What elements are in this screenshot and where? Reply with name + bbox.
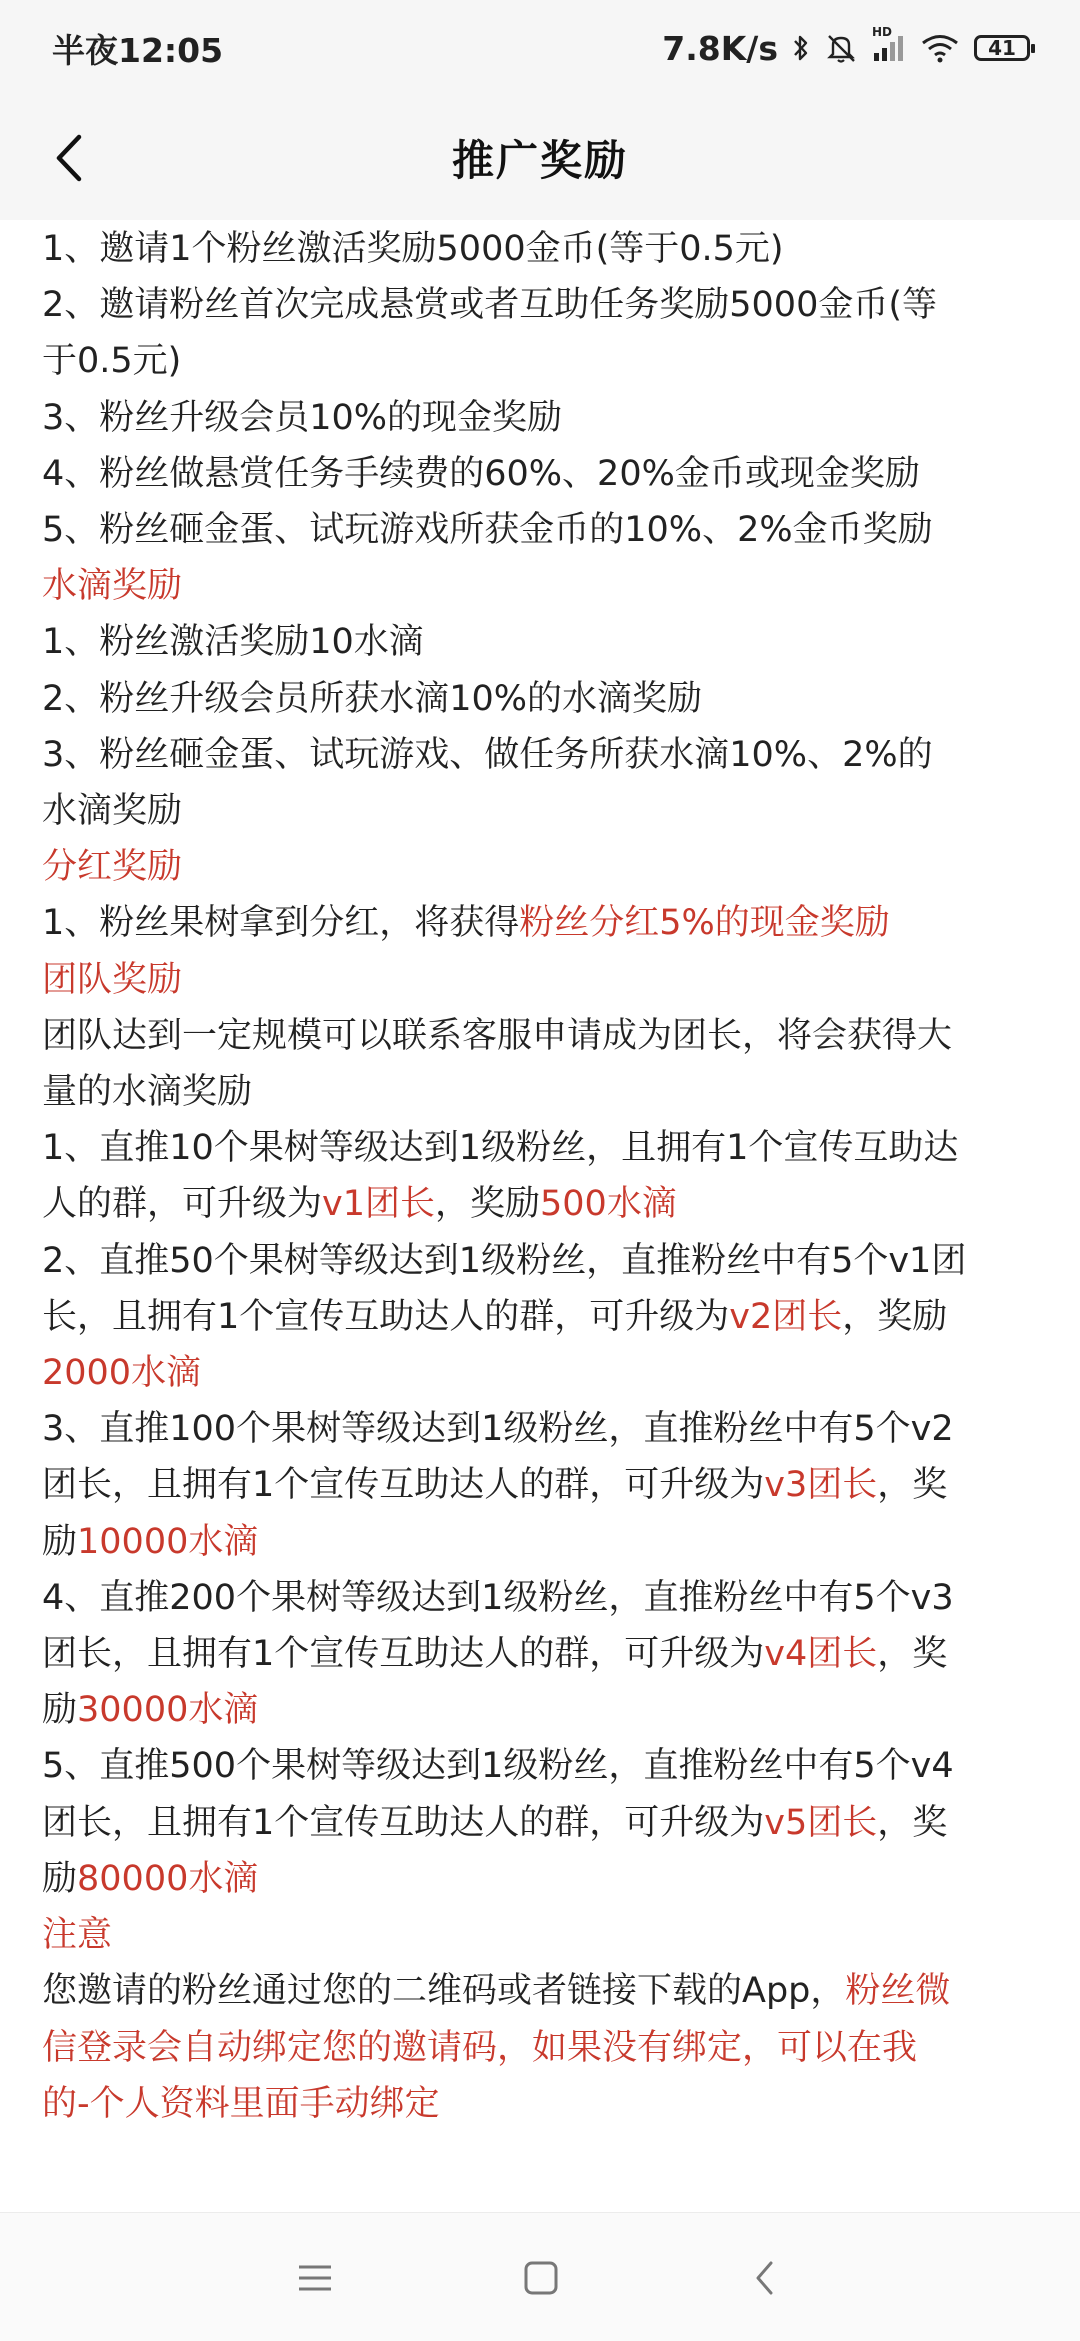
content-line (42, 1626, 1042, 1682)
title-bar (0, 96, 1080, 220)
home-button[interactable] (516, 2253, 566, 2303)
body-text: 长，且拥有1个宣传互助达人的群，可升级为 (42, 1296, 730, 1337)
content-line (42, 333, 1042, 389)
net-speed: 7.8K/s (662, 28, 778, 68)
highlight-text: 500水滴 (540, 1184, 677, 1225)
body-text: 1、粉丝激活奖励10水滴 (42, 622, 424, 663)
body-text: 励 (42, 1858, 78, 1899)
highlight-text: 团队奖励 (42, 959, 183, 1000)
content-line (42, 2020, 1042, 2076)
content-line (42, 839, 1042, 895)
body-text: 团长，且拥有1个宣传互助达人的群，可升级为 (42, 1465, 765, 1506)
highlight-text: 水滴奖励 (42, 566, 183, 607)
body-text: 励 (42, 1690, 78, 1731)
highlight-text: 粉丝微 (845, 1971, 951, 2012)
highlight-text: 信登录会自动绑定您的邀请码，如果没有绑定，可以在我 (42, 2027, 918, 2068)
body-text: 4、粉丝做悬赏任务手续费的60%、20%金币或现金奖励 (42, 453, 920, 494)
status-bar (0, 0, 1080, 96)
content-line (42, 1682, 1042, 1738)
body-text: 水滴奖励 (42, 791, 183, 832)
content-line (42, 1795, 1042, 1851)
content-line (42, 221, 1042, 277)
highlight-text: 分红奖励 (42, 847, 183, 888)
highlight-text: 粉丝分红5%的现金奖励 (519, 903, 890, 944)
body-text: 人的群，可升级为 (42, 1184, 323, 1225)
content-line (42, 1008, 1042, 1064)
hd-label: HD (872, 25, 893, 39)
content-line (42, 1851, 1042, 1907)
content-line (42, 502, 1042, 558)
status-time: 半夜12:05 (52, 30, 224, 70)
body-text: ，奖励 (842, 1296, 948, 1337)
content-line (42, 2076, 1042, 2132)
content-line (42, 1738, 1042, 1794)
body-text: 4、直推200个果树等级达到1级粉丝，直推粉丝中有5个v3 (42, 1577, 954, 1618)
content-line (42, 1401, 1042, 1457)
body-text: ，奖 (877, 1634, 948, 1675)
highlight-text: v2团长 (729, 1296, 843, 1337)
status-icons (662, 25, 1030, 68)
highlight-text: v4团长 (764, 1634, 878, 1675)
content-line (42, 952, 1042, 1008)
content-line (42, 1457, 1042, 1513)
home-icon (523, 2260, 559, 2296)
content-line (42, 1963, 1042, 2019)
content-line (42, 1570, 1042, 1626)
content-line (42, 1514, 1042, 1570)
chevron-left-icon (51, 133, 85, 183)
content-line (42, 895, 1042, 951)
content-line (42, 446, 1042, 502)
nav-back-button[interactable] (740, 2253, 790, 2303)
wifi-icon (920, 33, 960, 63)
content-line (42, 671, 1042, 727)
bluetooth-icon (792, 33, 810, 63)
body-text: 励 (42, 1521, 78, 1562)
body-text: 2、邀请粉丝首次完成悬赏或者互助任务奖励5000金币(等 (42, 285, 937, 326)
content-line (42, 1289, 1042, 1345)
content-line (42, 1176, 1042, 1232)
signal-icon (872, 25, 906, 63)
content-line (42, 1064, 1042, 1120)
body-text: 您邀请的粉丝通过您的二维码或者链接下载的App， (42, 1971, 846, 2012)
menu-icon (297, 2263, 333, 2293)
content-line (42, 783, 1042, 839)
body-text: 量的水滴奖励 (42, 1072, 253, 1113)
highlight-text: 注意 (42, 1915, 113, 1956)
content-line (42, 1907, 1042, 1963)
highlight-text: v5团长 (764, 1802, 878, 1843)
body-text: ，奖励 (435, 1184, 541, 1225)
content-line (42, 1120, 1042, 1176)
content-line (42, 1345, 1042, 1401)
body-text: ，奖 (877, 1465, 948, 1506)
reward-rules-content (42, 221, 1042, 2132)
body-text: 5、直推500个果树等级达到1级粉丝，直推粉丝中有5个v4 (42, 1746, 954, 1787)
highlight-text: 2000水滴 (42, 1353, 202, 1394)
highlight-text: 80000水滴 (77, 1858, 259, 1899)
body-text: 于0.5元) (42, 341, 182, 382)
body-text: 2、粉丝升级会员所获水滴10%的水滴奖励 (42, 678, 703, 719)
body-text: 3、直推100个果树等级达到1级粉丝，直推粉丝中有5个v2 (42, 1409, 954, 1450)
battery-icon: 41 (974, 35, 1030, 61)
highlight-text: v3团长 (764, 1465, 878, 1506)
highlight-text: 10000水滴 (77, 1521, 259, 1562)
content-line (42, 1233, 1042, 1289)
menu-button[interactable] (290, 2253, 340, 2303)
system-nav-bar (0, 2212, 1080, 2341)
content-line (42, 558, 1042, 614)
content-line (42, 390, 1042, 446)
body-text: 团长，且拥有1个宣传互助达人的群，可升级为 (42, 1634, 765, 1675)
body-text: 团队达到一定规模可以联系客服申请成为团长，将会获得大 (42, 1015, 953, 1056)
back-button[interactable] (38, 128, 98, 188)
body-text: 1、直推10个果树等级达到1级粉丝，且拥有1个宣传互助达 (42, 1128, 959, 1169)
content-line (42, 727, 1042, 783)
highlight-text: v1团长 (322, 1184, 435, 1225)
content-line (42, 614, 1042, 670)
body-text: 2、直推50个果树等级达到1级粉丝，直推粉丝中有5个v1团 (42, 1240, 967, 1281)
body-text: 3、粉丝升级会员10%的现金奖励 (42, 397, 563, 438)
body-text: 1、粉丝果树拿到分红，将获得 (42, 903, 520, 944)
back-icon (753, 2260, 777, 2296)
page-title: 推广奖励 (451, 136, 628, 185)
body-text: 5、粉丝砸金蛋、试玩游戏所获金币的10%、2%金币奖励 (42, 510, 933, 551)
highlight-text: 的-个人资料里面手动绑定 (42, 2083, 440, 2124)
body-text: 3、粉丝砸金蛋、试玩游戏、做任务所获水滴10%、2%的 (42, 734, 933, 775)
highlight-text: 30000水滴 (77, 1690, 259, 1731)
body-text: 1、邀请1个粉丝激活奖励5000金币(等于0.5元) (42, 229, 784, 269)
content-line (42, 277, 1042, 333)
mute-alarm-icon (824, 32, 858, 64)
body-text: ，奖 (877, 1802, 948, 1843)
body-text: 团长，且拥有1个宣传互助达人的群，可升级为 (42, 1802, 765, 1843)
